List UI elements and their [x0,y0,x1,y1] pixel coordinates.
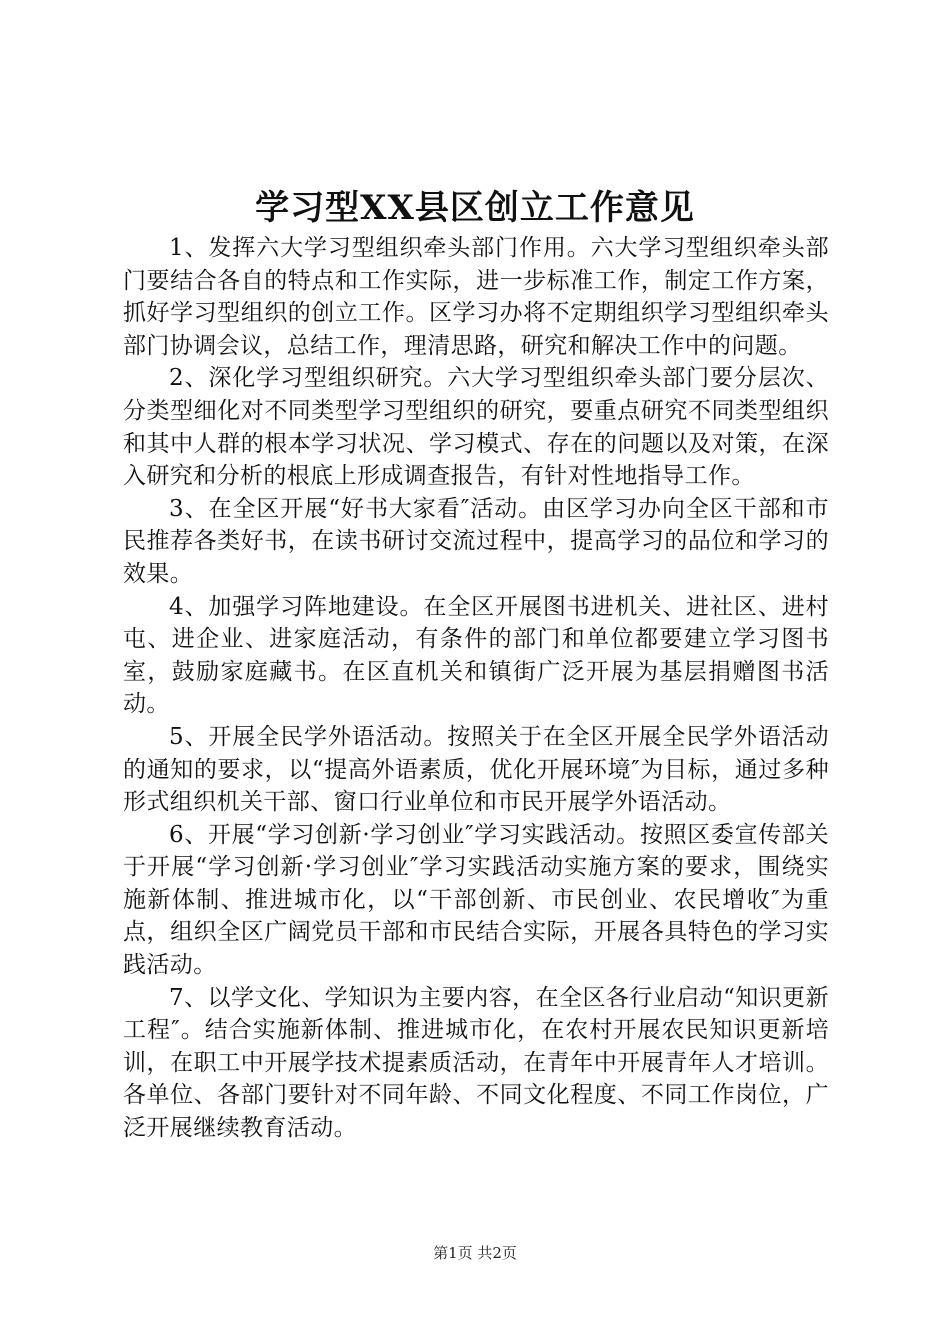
paragraph-2: 2、深化学习型组织研究。六大学习型组织牵头部门要分层次、分类型细化对不同类型学习型组织的研究，要重点研究不同类型组织和其中人群的根本学习状况、学习模式、存在的问题以及对策，在深入研究和分析的根底上形成调查报告，有针对性地指导工作。 [123,365,829,490]
page-footer: 第1页 共2页 [433,1244,517,1262]
document-body [123,232,829,1145]
paragraph-3: 3、在全区开展“好书大家看″活动。由区学习办向全区干部和市民推荐各类好书，在读书研讨交流过程中，提高学习的品位和学习的效果。 [123,495,829,587]
paragraph-4: 4、加强学习阵地建设。在全区开展图书进机关、进社区、进村屯、进企业、进家庭活动，有条件的部门和单位都要建立学习图书室，鼓励家庭藏书。在区直机关和镇街广泛开展为基层捐赠图书活动。 [123,593,829,718]
paragraph-1: 1、发挥六大学习型组织牵头部门作用。六大学习型组织牵头部门要结合各自的特点和工作实际，进一步标准工作，制定工作方案，抓好学习型组织的创立工作。区学习办将不定期组织学习型组织牵头部门协调会议，总结工作，理清思路，研究和解决工作中的问题。 [123,235,829,359]
paragraph-6: 6、开展“学习创新·学习创业″学习实践活动。按照区委宣传部关于开展“学习创新·学习创业″学习实践活动实施方案的要求，围绕实施新体制、推进城市化，以“干部创新、市民创业、农民增收″为重点，组织全区广阔党员干部和市民结合实际，开展各具特色的学习实践活动。 [123,821,829,979]
paragraph-5: 5、开展全民学外语活动。按照关于在全区开展全民学外语活动的通知的要求，以“提高外语素质，优化开展环境″为目标，通过多种形式组织机关干部、窗口行业单位和市民开展学外语活动。 [123,723,829,816]
paragraph-7: 7、以学文化、学知识为主要内容，在全区各行业启动“知识更新工程″。结合实施新体制、推进城市化，在农村开展农民知识更新培训，在职工中开展学技术提素质活动，在青年中开展青年人才培训。各单位、各部门要针对不同年龄、不同文化程度、不同工作岗位，广泛开展继续教育活动。 [123,984,829,1142]
document-title: 学习型XX县区创立工作意见 [255,188,695,228]
